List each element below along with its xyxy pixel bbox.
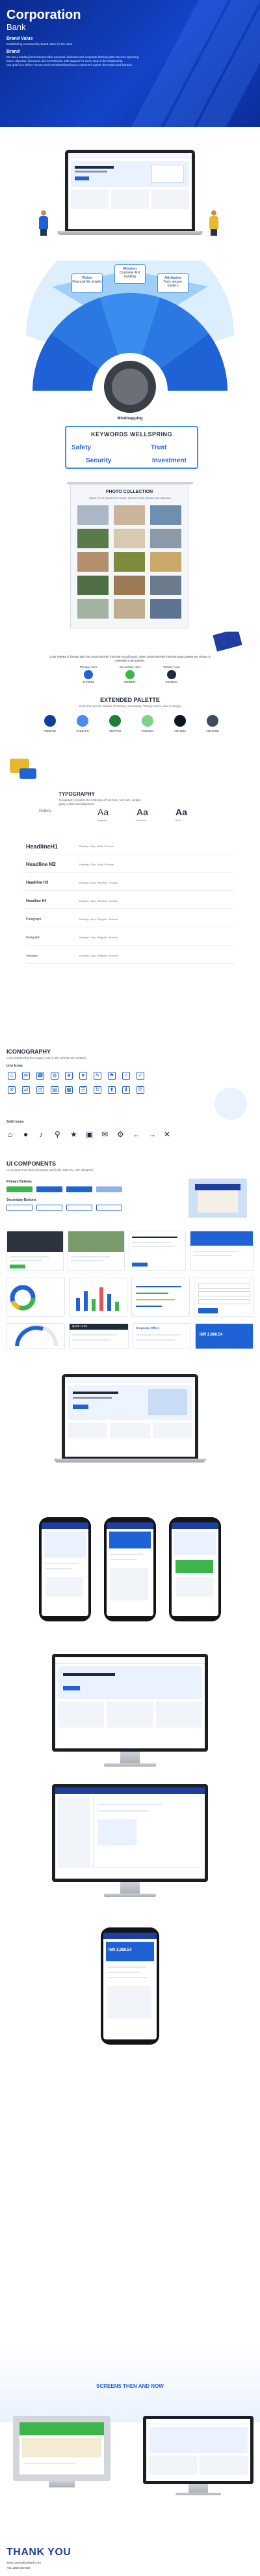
offers-card — [133, 1323, 191, 1349]
download-icon: ⬇ — [122, 1086, 130, 1094]
photo-tile — [114, 552, 145, 572]
monitor-stand — [49, 2481, 75, 2487]
mission-box: Mission Customer-first banking — [114, 264, 146, 284]
mindmap-center-label: Mindmapping — [117, 417, 143, 421]
extended-hex: #4D8AF0 — [76, 729, 89, 733]
type-style-meta: Desktop: 32px / Bold / Roboto — [79, 845, 114, 848]
photo-title: PHOTO COLLECTION — [105, 490, 153, 494]
thank-you-section — [0, 2543, 260, 2576]
star-icon: ★ — [65, 1072, 73, 1080]
person-illustration — [209, 210, 218, 236]
base-hex: #1F62D6 — [82, 680, 95, 684]
base-label: Primary color — [79, 665, 98, 669]
photo-tile — [150, 576, 181, 595]
balance-card — [195, 1323, 254, 1349]
extended-swatch — [109, 715, 121, 727]
thank-you-phone: +91 1800 000 000 — [6, 2566, 31, 2569]
secondary-button[interactable] — [6, 1205, 32, 1211]
extended-hex: #0F1822 — [174, 729, 186, 733]
donut-chart — [7, 1278, 65, 1317]
type-style-meta: Desktop: 10px / Regular / Roboto — [79, 954, 118, 957]
photo-tile — [150, 599, 181, 619]
secondary-button[interactable] — [36, 1205, 62, 1211]
device-showcase-section — [0, 1498, 260, 2084]
line-icons-label: Line Icons — [6, 1064, 23, 1068]
secondary-buttons-label: Secondary Buttons — [6, 1198, 36, 1202]
brand-text: We are a leading bank that provides personal, business and corporate banking with services spanning — [6, 55, 139, 59]
color-palette-section — [0, 632, 260, 785]
vision-box: Vision Financial life simpler — [72, 273, 103, 293]
solid-icons-label: Solid Icons — [6, 1120, 24, 1124]
brand-text: loans, deposits, insurance and investments, with support for every step of the relationship. — [6, 59, 124, 63]
type-style-name: Paragraph — [26, 917, 42, 921]
keyword: Investment — [152, 457, 187, 464]
ui-subtitle: UI Components such as buttons and fields, tabs etc., are designed. — [6, 1168, 94, 1171]
balance-value: INR 2,986.54 — [200, 1333, 223, 1337]
type-style-name: Headline H4 — [26, 899, 47, 903]
hero-header — [0, 0, 260, 127]
brand-title: Corporation — [6, 8, 81, 22]
photo-tile — [114, 599, 145, 619]
weight-label: Regular — [98, 819, 107, 822]
edit-icon: ✎ — [94, 1072, 101, 1080]
mindmap-section — [0, 260, 260, 472]
photo-subtitle: Based on the mood of the brand, selected these pictures and collection — [89, 496, 171, 499]
mindmap-diagram — [0, 260, 260, 430]
ui-components-section — [0, 1159, 260, 1498]
palette-intro: Color Palette is formed with the colors derived from the mood board. Other colors derived from the base palette are shown in extended color palette. — [49, 655, 211, 662]
gear-icon: ⚙ — [51, 1072, 58, 1080]
weight-label: Medium — [136, 819, 146, 822]
laptop-base — [57, 231, 203, 235]
user-icon: ● — [23, 1130, 29, 1139]
extended-swatch — [207, 715, 218, 727]
brand-heading: Brand — [6, 49, 20, 54]
menu-icon: ☰ — [79, 1086, 87, 1094]
laptop-screen — [68, 153, 192, 229]
icon-illustration — [214, 1087, 247, 1120]
mail-icon: ✉ — [101, 1130, 109, 1139]
search-icon: ⌕ — [122, 1072, 130, 1080]
type-style-meta: Desktop: 16px / Medium / Roboto — [79, 899, 118, 903]
thank-you-title: THANK YOU — [6, 2547, 72, 2558]
form-card — [194, 1278, 254, 1317]
primary-button-disabled[interactable] — [96, 1186, 122, 1192]
typography-section — [0, 785, 260, 1042]
refresh-icon: ↻ — [94, 1086, 101, 1094]
font-sample-medium: Aa — [136, 807, 148, 817]
extended-swatch — [77, 715, 88, 727]
new-monitor-mockup — [143, 2416, 254, 2484]
gear-icon: ⚙ — [117, 1130, 124, 1139]
photo-tile — [150, 552, 181, 572]
extended-swatch — [142, 715, 153, 727]
lock-icon: ▣ — [86, 1130, 94, 1139]
photo-tile — [150, 529, 181, 548]
star-icon: ★ — [70, 1130, 77, 1139]
primary-button[interactable] — [66, 1186, 92, 1192]
font-name: Roboto — [39, 809, 52, 813]
primary-buttons-label: Primary Buttons — [6, 1180, 32, 1184]
extended-hex: #7ED28A — [141, 729, 154, 733]
iconography-title: ICONOGRAPHY — [6, 1048, 51, 1055]
monitor-stand — [120, 1752, 140, 1765]
team-card — [6, 1231, 64, 1271]
spacer — [0, 2084, 260, 2344]
phone-icon: ☎ — [37, 1072, 44, 1078]
laptop-mockup — [62, 1374, 198, 1459]
offer-card — [129, 1231, 186, 1271]
typography-subtitle: Typography includes the selection of font face, font size, weight, giving colors and alignment. — [58, 798, 142, 805]
extended-title: EXTENDED PALETTE — [100, 697, 160, 703]
brand-subtitle: Bank — [6, 22, 26, 32]
type-style-meta: Desktop: 20px / Medium / Roboto — [79, 881, 118, 884]
monitor-mockup — [52, 1784, 208, 1882]
monitor-stand — [120, 1882, 140, 1895]
type-style-meta: Desktop: 14px / Regular / Roboto — [79, 917, 118, 921]
base-hex: #1D2B3A — [165, 680, 178, 684]
phone-mockup — [101, 1927, 159, 2045]
laptop-base — [54, 1459, 206, 1463]
brand-value-heading: Brand Value — [6, 36, 33, 41]
gauge-card — [6, 1323, 65, 1349]
document-icon: ▤ — [51, 1086, 58, 1094]
arrow-left-icon: ← — [133, 1130, 140, 1139]
progress-card — [131, 1278, 190, 1317]
font-sample-regular: Aa — [98, 807, 109, 817]
close-icon: ✕ — [164, 1130, 171, 1139]
donut-chart-card — [6, 1278, 65, 1317]
primary-button[interactable] — [6, 1186, 32, 1192]
monitor-stand — [104, 1763, 156, 1767]
coin-illustration — [20, 768, 36, 779]
clock-icon: ◷ — [36, 1086, 44, 1094]
type-style-meta: Desktop: 12px / Regular / Roboto — [79, 936, 118, 939]
old-monitor-mockup — [13, 2416, 110, 2481]
then-now-title: SCREENS THEN AND NOW — [96, 2383, 164, 2389]
photo-tile — [77, 599, 109, 619]
type-style-name: Paragraph — [26, 954, 38, 957]
base-label: Secondary color — [119, 665, 141, 669]
type-style-name: Headline H3 — [26, 881, 49, 885]
extended-subtitle: Color that are the shades of Primary, Secondary, Tertiary colors used in design — [79, 705, 181, 708]
home-icon: ⌂ — [8, 1130, 13, 1139]
photo-banner — [70, 484, 188, 628]
card-illustration — [213, 632, 242, 652]
extended-hex: #3E4C5D — [206, 729, 219, 733]
monitor-stand — [176, 2493, 221, 2495]
extended-swatch — [44, 715, 56, 727]
base-label: Tertiary color — [163, 665, 180, 669]
typography-title: TYPOGRAPHY — [58, 791, 96, 797]
secondary-button[interactable] — [66, 1205, 92, 1211]
quick-links-label: Quick Links — [72, 1324, 88, 1328]
photo-tile — [114, 576, 145, 595]
laptop-mockup — [65, 150, 195, 231]
photo-collection-section — [0, 472, 260, 632]
person-illustration — [39, 210, 48, 236]
type-style-meta: Desktop: 24px / Bold / Roboto — [79, 863, 114, 866]
monitor-stand — [104, 1894, 156, 1897]
photo-tile — [114, 529, 145, 548]
type-style-name: Headline H2 — [26, 861, 56, 867]
color-swatch — [167, 670, 176, 679]
weight-label: Bold — [176, 819, 181, 822]
base-hex: #3CB54A — [124, 680, 136, 684]
secondary-button[interactable] — [96, 1205, 122, 1211]
mail-icon: ✉ — [22, 1072, 30, 1080]
attributes-box: Attributes Trust, secure, modern — [157, 273, 188, 293]
flag-icon: ⚑ — [108, 1072, 116, 1080]
photo-tile — [77, 576, 109, 595]
extended-hex: #0E3F9E — [44, 729, 57, 733]
phone-balance: INR 2,986.54 — [109, 1948, 132, 1952]
photo-tile — [150, 505, 181, 525]
laptop-showcase — [0, 127, 260, 260]
keyword: Security — [86, 457, 112, 464]
bell-icon: ♪ — [39, 1130, 43, 1139]
brand-value-text: Establishing a trustworthy brand value for the bank — [6, 42, 73, 46]
keyword: Trust — [151, 444, 167, 451]
call-icon: ✆ — [136, 1086, 144, 1094]
bank-building-illustration — [188, 1179, 247, 1218]
ui-title: UI COMPONENTS — [6, 1160, 57, 1167]
phone-mockup — [39, 1517, 91, 1621]
monitor-stand — [188, 2484, 208, 2493]
arrow-right-icon: → — [148, 1130, 156, 1139]
laptop-screen — [65, 1377, 195, 1457]
extended-swatch — [174, 715, 186, 727]
home-loan-card — [68, 1231, 125, 1271]
corporate-offers-label: Corporate Offers — [136, 1326, 160, 1330]
quick-links-card — [69, 1323, 129, 1349]
upload-icon: ⬆ — [108, 1086, 116, 1094]
primary-button[interactable] — [36, 1186, 62, 1192]
bar-chart-card — [69, 1278, 127, 1317]
home-icon: ⌂ — [8, 1072, 16, 1080]
grid-icon: ▦ — [65, 1086, 73, 1094]
extended-hex: #1E7F36 — [109, 729, 122, 733]
type-style-name: Paragraph — [26, 936, 40, 939]
font-sample-bold: Aa — [176, 807, 187, 817]
photo-tile — [77, 552, 109, 572]
thank-you-website: www.corporationbank.com — [6, 2561, 41, 2564]
monitor-mockup — [52, 1654, 208, 1752]
phone-mockup — [104, 1517, 156, 1621]
type-style-name: HeadlineH1 — [26, 843, 58, 850]
keyword: Safety — [72, 444, 92, 451]
color-swatch — [125, 670, 135, 679]
photo-tile — [114, 505, 145, 525]
search-icon: ⚲ — [55, 1130, 60, 1139]
then-and-now-section — [0, 2344, 260, 2543]
iconography-subtitle: Icons interpreting the images used in the website are created — [6, 1056, 86, 1059]
iconography-section — [0, 1042, 260, 1159]
photo-tile — [77, 529, 109, 548]
phone-mockup — [169, 1517, 221, 1621]
photo-tile — [77, 505, 109, 525]
color-swatch — [84, 670, 93, 679]
heart-icon: ♥ — [79, 1072, 87, 1080]
keywords-title: KEYWORDS WELLSPRING — [90, 431, 172, 438]
transfer-icon: ⇄ — [22, 1086, 30, 1094]
brand-text: Our goal is to deliver secure and convenient banking to customers across the region and beyond. — [6, 63, 133, 66]
promo-card — [190, 1231, 254, 1271]
check-icon: ✓ — [136, 1072, 144, 1080]
close-icon: ✕ — [8, 1086, 16, 1094]
keywords-box — [65, 426, 198, 469]
